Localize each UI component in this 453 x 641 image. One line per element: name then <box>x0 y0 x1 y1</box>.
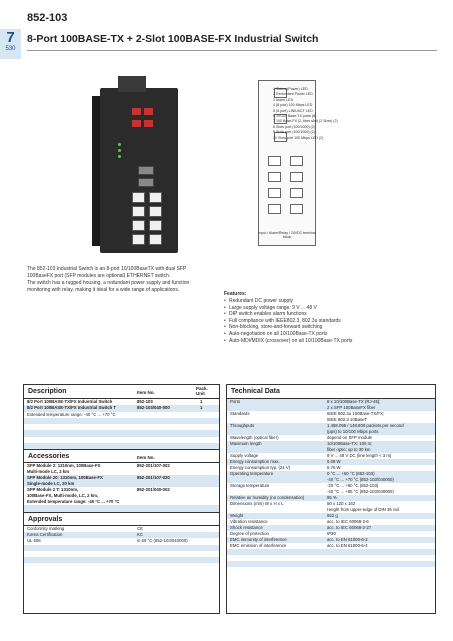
blank-row <box>24 557 219 563</box>
tech-value: 0 °C ... +60 °C (852-103) <box>327 471 375 476</box>
tech-value: IEEE 802.3 10BaseT <box>327 417 368 422</box>
technical-data-header <box>227 385 435 399</box>
dip-switch <box>144 108 153 115</box>
dip-switch <box>144 120 153 127</box>
tech-value: -40 °C ... +85 °C (852-103/040000) <box>327 489 394 494</box>
status-led <box>118 155 121 158</box>
feature-item: • Non-blocking, store-and-forward switching <box>224 324 444 331</box>
dip-switch <box>132 108 141 115</box>
description-title: Description <box>28 388 67 395</box>
tech-label: Shock resistance <box>230 525 263 530</box>
rj45-port <box>149 192 162 203</box>
tech-value: 5.76 W <box>327 465 341 470</box>
tech-value: 1.488.095 / 148,800 packets per second <box>327 423 404 428</box>
description-panel <box>23 384 220 614</box>
schematic-port <box>268 204 281 214</box>
chapter-tab[interactable] <box>0 29 21 59</box>
tech-value: Height from upper-edge of DIN 35 rail <box>327 507 399 512</box>
schematic-port <box>268 172 281 182</box>
feature-item: • Redundant DC power supply <box>224 298 444 305</box>
row-desc: 8/2 Port 100BASE-TX/FX Industrial Switch T <box>27 405 117 411</box>
feature-item: • Full compliance with IEEE802.3, 802.3u standards <box>224 318 444 325</box>
item-no-label: Item No. <box>137 390 155 395</box>
tech-value: 10/100Base-TX: 100 m; <box>327 441 373 446</box>
sfp-slot <box>138 178 154 187</box>
row-desc: SFP Module 20: 1310nm, 100Base-FX <box>27 475 103 481</box>
tech-value: 8 x 10/100Base-TX (RJ-45); <box>327 399 381 404</box>
tech-label: Weight <box>230 513 244 518</box>
tech-value: 9 V ... 48 V DC (line length < 3 m) <box>327 453 392 458</box>
tech-label: Vibration resistance <box>230 519 268 524</box>
row-desc: SFP Module 2 T: 1310nm, <box>27 487 79 493</box>
tech-value: 50 x 120 x 162 <box>327 501 356 506</box>
legend-item: 9 Slots port (100/1000) (2) <box>273 130 315 135</box>
rj45-port <box>132 234 145 245</box>
rj45-port <box>132 192 145 203</box>
row-label: Korea Certification <box>27 531 63 537</box>
row-item: 852-201/107-020 <box>137 475 170 481</box>
technical-data-panel <box>226 384 436 614</box>
sfp-slot <box>138 166 154 175</box>
schematic-port <box>268 188 281 198</box>
tech-label: Dimensions (mm) W x H x L <box>230 501 284 506</box>
legend-item: 3 Alarm LED <box>273 97 294 102</box>
row-desc: SFP Module 2: 1310nm, 100Base-FX <box>27 463 101 469</box>
tech-label: Wavelength (optical fiber) <box>230 435 279 440</box>
schematic-port <box>290 172 303 182</box>
feature-item: • Auto-MDI/MDIX (crossover) on all 10/100Base-TX ports <box>224 338 444 345</box>
chapter-number: 7 <box>6 29 15 46</box>
rj45-port <box>149 220 162 231</box>
legend-item: 7 100 Base-FX (2, fiber slot) (2 Slots) (2) <box>273 119 338 124</box>
rj45-port <box>149 206 162 217</box>
tech-value: 6.08 W <box>327 459 341 464</box>
tech-value: acc. to EN 61000-6-2 <box>327 537 368 542</box>
table-row <box>24 487 219 505</box>
row-desc: Extended temperature range: -40 °C ... +70 °C <box>27 498 120 504</box>
title-divider <box>27 50 437 51</box>
accessories-title: Accessories <box>28 453 70 461</box>
row-desc: 8/2 Port 100BASE-TX/FX Industrial Switch <box>27 399 113 404</box>
approvals-header <box>24 512 219 526</box>
kc-mark: KC <box>137 531 143 537</box>
tech-label: Operating temperature <box>230 471 274 476</box>
tech-value: IEEE 802.3u 100Base-TX/FX; <box>327 411 385 416</box>
feature-item: • DIP switch enables alarm functions <box>224 311 444 318</box>
tech-value: depend on SFP module <box>327 435 373 440</box>
legend-item: 2 Redundant Power LED <box>273 92 313 97</box>
part-number: 852-103 <box>27 12 68 24</box>
table-row <box>24 463 219 475</box>
features-list <box>224 291 444 344</box>
row-item: 852-201/107-002 <box>137 463 170 469</box>
legend-item: 4 (8 port) 100 Mbps LED <box>273 103 313 108</box>
dip-switch <box>132 120 141 127</box>
table-row <box>24 475 219 487</box>
table-row <box>24 412 219 418</box>
rj45-port <box>149 234 162 245</box>
terminal-block <box>118 76 146 92</box>
schematic-legend <box>273 87 443 141</box>
intro-line: 100BaseFX port (SFP modules are optional) ETHERNET switch. <box>27 273 171 279</box>
tech-value: acc. to IEC 60068-2-27 <box>327 525 372 530</box>
status-led <box>118 143 121 146</box>
tech-value: -20 °C ... +80 °C (852-103) <box>327 483 379 488</box>
row-item: 852-103/040-000 <box>137 405 170 411</box>
schematic-note: Input / Alarm/Relay / 24VDC terminal block <box>258 231 316 239</box>
product-photo <box>92 68 192 256</box>
tech-label: Relative air humidity (no condensation) <box>230 495 305 500</box>
tech-value: 2 x SFP 100BaseFX fiber <box>327 405 376 410</box>
row-label: UL 508 <box>27 538 41 544</box>
tech-label: EMC emission of interference <box>230 543 287 548</box>
tech-value: -40 °C ... +70 °C (852-103/040000) <box>327 477 394 482</box>
description-header <box>24 385 219 399</box>
tech-value: fiber optic: up to 30 km <box>327 447 371 452</box>
legend-item: 6 10/100 Base-TX ports (8) <box>273 114 317 119</box>
page-title: 8-Port 100BASE-TX + 2-Slot 100BASE-FX Industrial Switch <box>27 33 319 45</box>
rj45-port <box>132 220 145 231</box>
intro-line: The 852-103 Industrial Switch is an 8-port 10/100BaseTX with dual SFP <box>27 266 187 272</box>
tech-label: Energy consumption typ. (24 V) <box>230 465 291 470</box>
tech-label: Throughputs <box>230 423 255 428</box>
accessories-header <box>24 449 219 463</box>
tech-value: IP30 <box>327 531 336 536</box>
tech-value: acc. to EN 61000-6-4 <box>327 543 368 548</box>
intro-line: monitoring with relay, making it ideal for a wide range of applications. <box>27 287 180 293</box>
row-label: Conformity marking <box>27 525 65 531</box>
row-value: in 60 °C (852-103/040000) <box>137 538 188 544</box>
row-desc: Single-mode LC, 20 km <box>27 481 75 487</box>
schematic-port <box>290 188 303 198</box>
tech-label: Maximum length <box>230 441 262 446</box>
row-desc: 100Base-FX, Multi-mode, LC, 2 km, <box>27 493 99 499</box>
row-pack: 1 <box>200 399 203 404</box>
tech-value: 95 % <box>327 495 337 500</box>
table-row <box>24 538 219 544</box>
schematic-port <box>268 156 281 166</box>
row-desc: Multi-mode LC, 2 km <box>27 469 70 475</box>
row-item: 852-201/040-002 <box>137 487 170 493</box>
schematic-port <box>290 156 303 166</box>
status-led <box>118 149 121 152</box>
features-title: Features: <box>224 291 247 297</box>
tech-label: Ports <box>230 399 241 404</box>
tech-label: Supply voltage <box>230 453 259 458</box>
row-desc: Extended temperature range: -40 °C ... +70 °C <box>27 411 116 417</box>
accessories-item-label: Item No. <box>137 455 155 461</box>
pack-unit-label: Pack. Unit <box>196 386 208 396</box>
row-pack: 1 <box>200 405 203 411</box>
blank-row <box>227 567 435 573</box>
tech-label: EMC immunity of interference <box>230 537 287 542</box>
tech-value: 922 g <box>327 513 338 518</box>
ce-mark: CE <box>137 525 143 531</box>
tech-value: acc. to IEC 60068-2-6 <box>327 519 369 524</box>
top-rule <box>0 0 453 8</box>
schematic-port <box>290 204 303 214</box>
row-item: 852-103 <box>137 399 153 404</box>
technical-data-title: Technical Data <box>231 388 280 395</box>
tech-label: Energy consumption max. <box>230 459 280 464</box>
legend-item: 8 Slots port (100/1000) (2) <box>273 124 315 129</box>
legend-item: 5 (8 port) LINK/ACT LED <box>273 108 313 113</box>
feature-item: • Auto-negotiation on all 10/100Base-TX ports <box>224 331 444 338</box>
feature-item: • Large supply voltage range: 9 V ... 48 V <box>224 305 444 312</box>
page-number: 530 <box>5 46 16 52</box>
rj45-port <box>132 206 145 217</box>
legend-item: 10 Slots port 100 Mbps LED (2) <box>273 135 324 140</box>
intro-line: The switch has a rugged housing, a redundant power supply and function <box>27 280 190 286</box>
intro-text <box>27 266 227 294</box>
tech-label: Degree of protection <box>230 531 269 536</box>
legend-item: 1 Status (Power) LED <box>273 87 308 91</box>
tech-value: (pps) to 10/100 Mbps ports <box>327 429 379 434</box>
approvals-title: Approvals <box>28 515 63 523</box>
tech-label: Standards <box>230 411 250 416</box>
tech-label: Storage temperature <box>230 483 270 488</box>
